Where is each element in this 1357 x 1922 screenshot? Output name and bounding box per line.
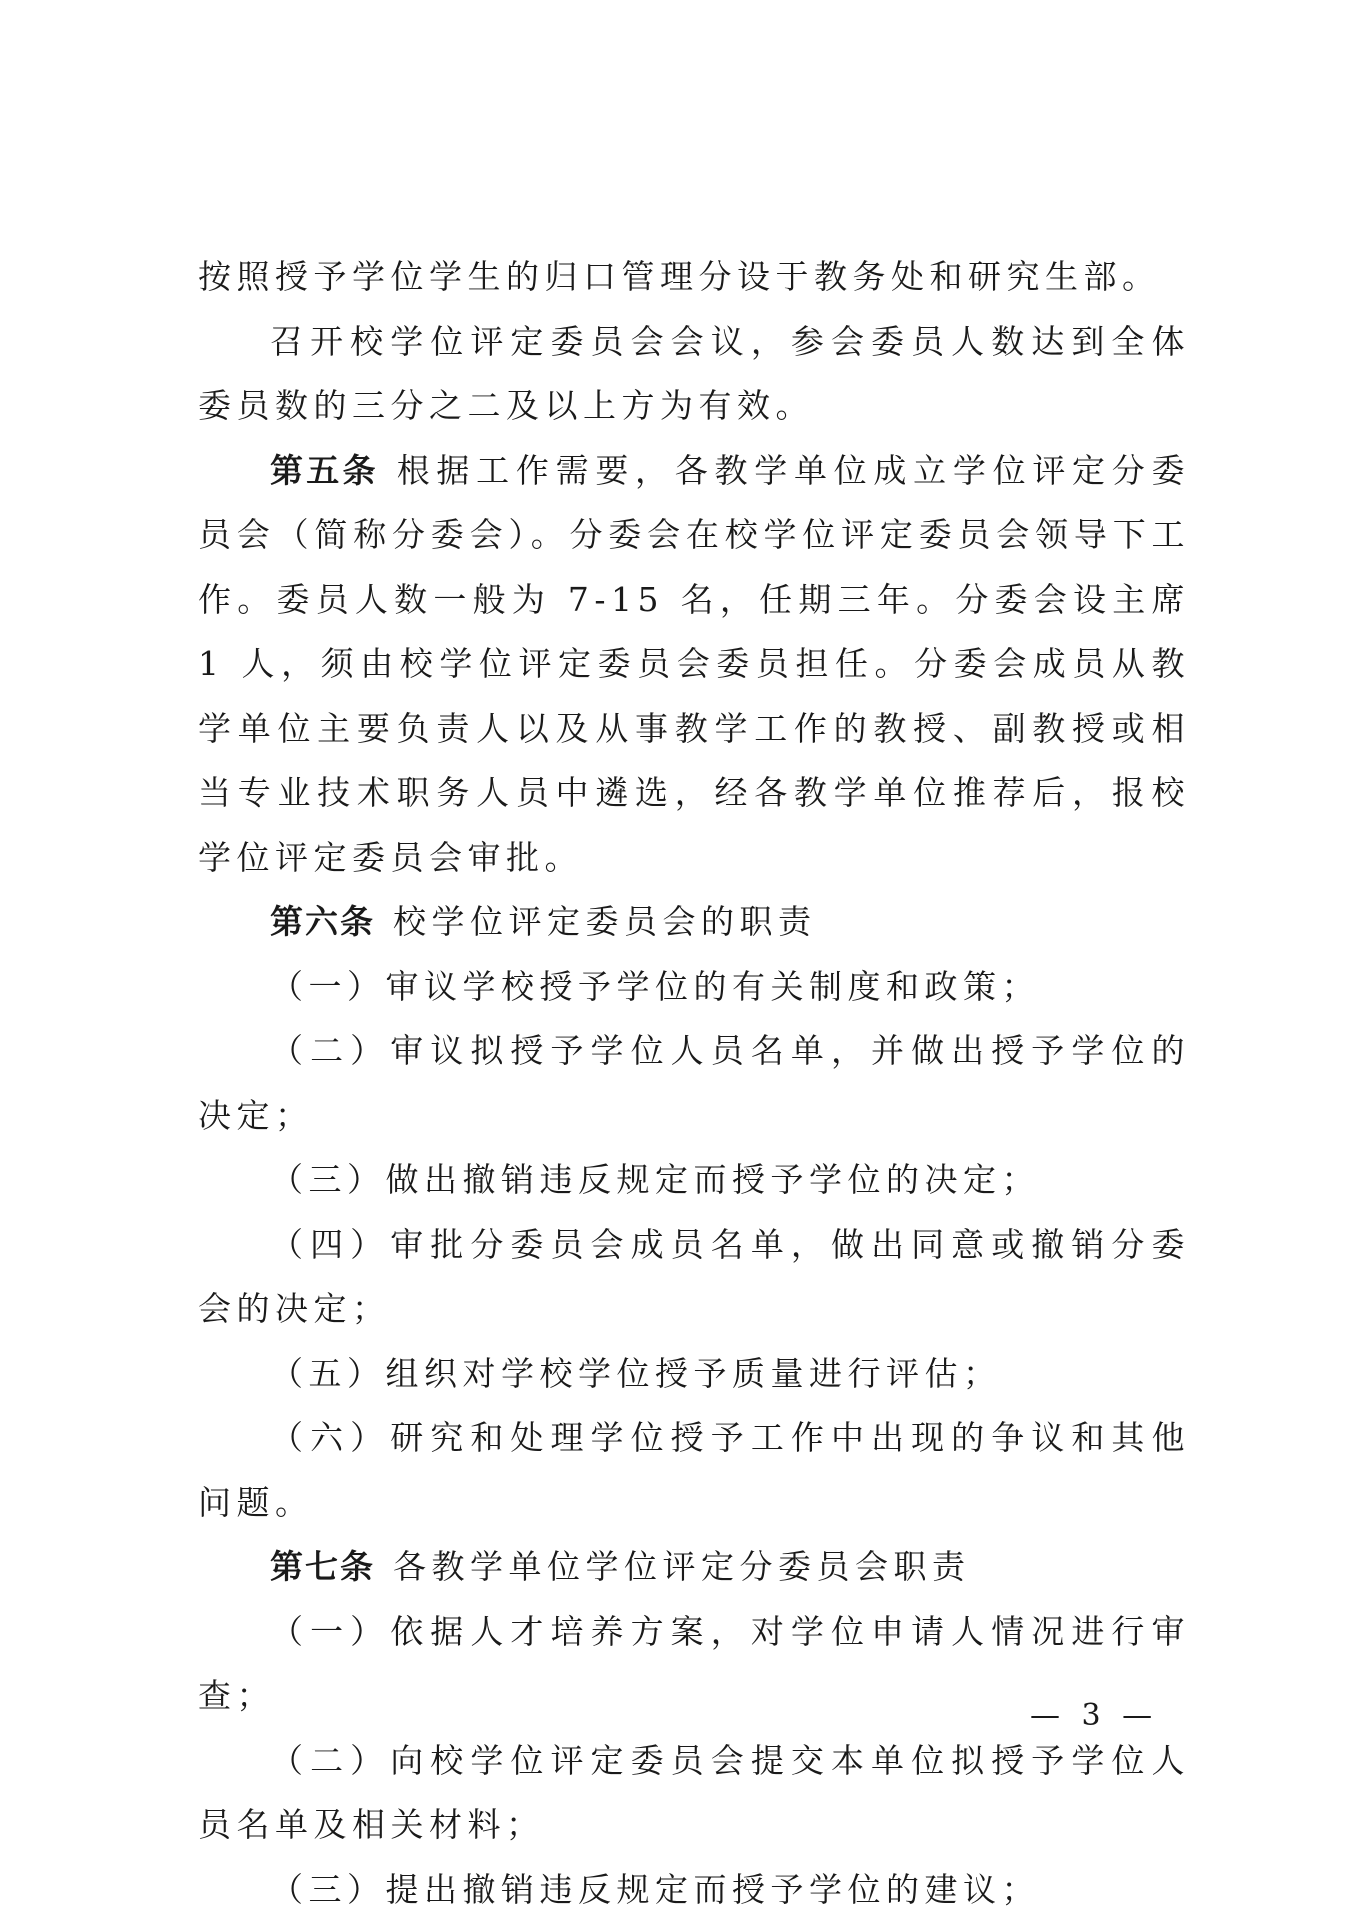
list-item-text: （一）依据人才培养方案，对学位申请人情况进行审查； <box>198 1612 1190 1716</box>
list-item-text: （三）提出撤销违反规定而授予学位的建议； <box>270 1870 1040 1909</box>
paragraph-2 <box>198 310 1190 439</box>
list-item <box>198 1148 1190 1213</box>
list-item-text: （二）向校学位评定委员会提交本单位拟授予学位人员名单及相关材料； <box>198 1741 1190 1845</box>
list-item <box>198 955 1190 1020</box>
paragraph-text: 各教学单位学位评定分委员会职责 <box>393 1547 971 1586</box>
paragraph-1 <box>198 245 1190 310</box>
article-7 <box>198 1535 1190 1600</box>
paragraph-text: 按照授予学位学生的归口管理分设于教务处和研究生部。 <box>198 257 1161 296</box>
page-number: — 3 — <box>1030 1698 1158 1733</box>
list-item-text: （五）组织对学校学位授予质量进行评估； <box>270 1354 1002 1393</box>
list-item <box>198 1858 1190 1922</box>
article-heading: 第六条 <box>270 902 375 941</box>
article-5 <box>198 439 1190 891</box>
article-heading: 第五条 <box>270 451 379 490</box>
list-item-text: （三）做出撤销违反规定而授予学位的决定； <box>270 1160 1040 1199</box>
list-item <box>198 1019 1190 1148</box>
article-heading: 第七条 <box>270 1547 375 1586</box>
list-item <box>198 1342 1190 1407</box>
list-item-text: （四）审批分委员会成员名单，做出同意或撤销分委会的决定； <box>198 1225 1190 1329</box>
paragraph-text: 校学位评定委员会的职责 <box>393 902 817 941</box>
body-text <box>198 245 1190 1922</box>
list-item <box>198 1406 1190 1535</box>
list-item <box>198 1729 1190 1858</box>
list-item-text: （六）研究和处理学位授予工作中出现的争议和其他问题。 <box>198 1418 1190 1522</box>
paragraph-text: 根据工作需要，各教学单位成立学位评定分委员会（简称分委会）。分委会在校学位评定委员会领导下工作。委员人数一般为 7-15 名，任期三年。分委会设主席 1 人，须由校学位评定委员会委员担任。分委会成员从教学单位主要负责人以及从事教学工作的教授、副教授或相当专业技术职务人员中遴选，经各教学单位推荐后，报校学位评定委员会审批。 <box>198 451 1190 877</box>
list-item-text: （二）审议拟授予学位人员名单，并做出授予学位的决定； <box>198 1031 1190 1135</box>
list-item <box>198 1213 1190 1342</box>
list-item-text: （一）审议学校授予学位的有关制度和政策； <box>270 967 1040 1006</box>
article-6 <box>198 890 1190 955</box>
paragraph-text: 召开校学位评定委员会会议，参会委员人数达到全体委员数的三分之二及以上方为有效。 <box>198 322 1190 426</box>
